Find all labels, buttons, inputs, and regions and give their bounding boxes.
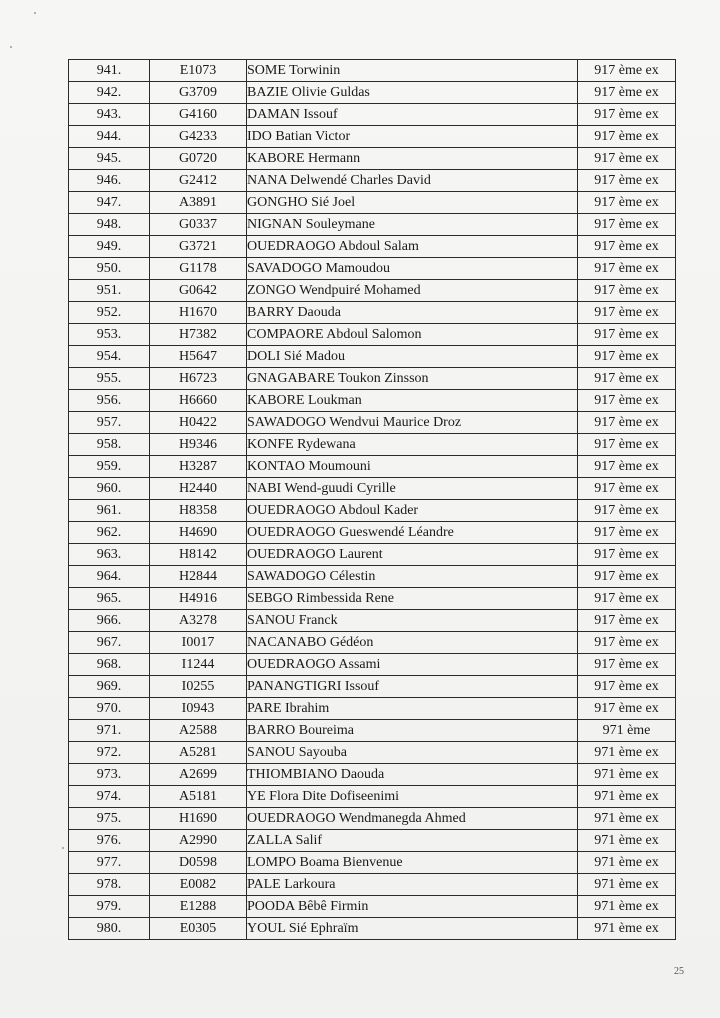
row-number-cell: 943.	[69, 104, 150, 126]
candidate-code-cell: A3278	[150, 610, 247, 632]
rank-cell: 917 ème ex	[578, 346, 676, 368]
row-number-cell: 963.	[69, 544, 150, 566]
table-row	[69, 698, 676, 720]
candidate-code-cell: A2990	[150, 830, 247, 852]
table-row	[69, 346, 676, 368]
rank-cell: 917 ème ex	[578, 588, 676, 610]
candidate-name-cell: PALE Larkoura	[247, 874, 578, 896]
candidate-name-cell: SOME Torwinin	[247, 60, 578, 82]
candidate-code-cell: H8358	[150, 500, 247, 522]
rank-cell: 917 ème ex	[578, 170, 676, 192]
rank-cell: 917 ème ex	[578, 632, 676, 654]
table-row	[69, 852, 676, 874]
row-number-cell: 968.	[69, 654, 150, 676]
scan-speck	[10, 46, 12, 48]
table-row	[69, 82, 676, 104]
candidate-name-cell: OUEDRAOGO Abdoul Salam	[247, 236, 578, 258]
candidate-code-cell: H2844	[150, 566, 247, 588]
candidate-name-cell: NIGNAN Souleymane	[247, 214, 578, 236]
row-number-cell: 980.	[69, 918, 150, 940]
table-row	[69, 610, 676, 632]
candidate-code-cell: G4233	[150, 126, 247, 148]
candidate-name-cell: NANA Delwendé Charles David	[247, 170, 578, 192]
table-row	[69, 918, 676, 940]
row-number-cell: 946.	[69, 170, 150, 192]
row-number-cell: 967.	[69, 632, 150, 654]
row-number-cell: 962.	[69, 522, 150, 544]
rank-cell: 971 ème ex	[578, 764, 676, 786]
row-number-cell: 944.	[69, 126, 150, 148]
candidate-code-cell: A2699	[150, 764, 247, 786]
row-number-cell: 966.	[69, 610, 150, 632]
row-number-cell: 956.	[69, 390, 150, 412]
rank-cell: 917 ème ex	[578, 324, 676, 346]
candidate-code-cell: I0255	[150, 676, 247, 698]
scan-speck	[62, 847, 64, 849]
candidate-name-cell: ZONGO Wendpuiré Mohamed	[247, 280, 578, 302]
rank-cell: 917 ème ex	[578, 478, 676, 500]
candidate-name-cell: OUEDRAOGO Abdoul Kader	[247, 500, 578, 522]
candidate-code-cell: I1244	[150, 654, 247, 676]
candidate-name-cell: SEBGO Rimbessida Rene	[247, 588, 578, 610]
row-number-cell: 978.	[69, 874, 150, 896]
row-number-cell: 973.	[69, 764, 150, 786]
scan-speck	[34, 12, 36, 14]
row-number-cell: 977.	[69, 852, 150, 874]
rank-cell: 917 ème ex	[578, 610, 676, 632]
row-number-cell: 952.	[69, 302, 150, 324]
candidate-name-cell: NABI Wend-guudi Cyrille	[247, 478, 578, 500]
row-number-cell: 965.	[69, 588, 150, 610]
rank-cell: 917 ème ex	[578, 412, 676, 434]
table-row	[69, 632, 676, 654]
table-row	[69, 192, 676, 214]
candidate-code-cell: G3721	[150, 236, 247, 258]
candidate-name-cell: OUEDRAOGO Laurent	[247, 544, 578, 566]
rank-cell: 971 ème ex	[578, 852, 676, 874]
rank-cell: 917 ème ex	[578, 698, 676, 720]
table-row	[69, 258, 676, 280]
candidate-code-cell: H4916	[150, 588, 247, 610]
rank-cell: 917 ème ex	[578, 390, 676, 412]
row-number-cell: 970.	[69, 698, 150, 720]
table-row	[69, 676, 676, 698]
rank-cell: 971 ème	[578, 720, 676, 742]
rank-cell: 971 ème ex	[578, 896, 676, 918]
candidate-name-cell: COMPAORE Abdoul Salomon	[247, 324, 578, 346]
table-row	[69, 368, 676, 390]
rank-cell: 917 ème ex	[578, 236, 676, 258]
candidate-code-cell: H6723	[150, 368, 247, 390]
candidate-code-cell: G1178	[150, 258, 247, 280]
table-row	[69, 126, 676, 148]
candidate-code-cell: E0305	[150, 918, 247, 940]
candidate-name-cell: KABORE Hermann	[247, 148, 578, 170]
candidate-name-cell: SANOU Franck	[247, 610, 578, 632]
table-row	[69, 324, 676, 346]
rank-cell: 917 ème ex	[578, 82, 676, 104]
table-row	[69, 830, 676, 852]
candidate-name-cell: YE Flora Dite Dofiseenimi	[247, 786, 578, 808]
candidate-name-cell: IDO Batian Victor	[247, 126, 578, 148]
row-number-cell: 961.	[69, 500, 150, 522]
row-number-cell: 972.	[69, 742, 150, 764]
candidate-code-cell: H1670	[150, 302, 247, 324]
candidate-code-cell: H4690	[150, 522, 247, 544]
results-table	[68, 59, 676, 940]
candidate-name-cell: POODA Bêbê Firmin	[247, 896, 578, 918]
table-row	[69, 896, 676, 918]
rank-cell: 917 ème ex	[578, 148, 676, 170]
candidate-code-cell: H9346	[150, 434, 247, 456]
rank-cell: 917 ème ex	[578, 302, 676, 324]
candidate-name-cell: DAMAN Issouf	[247, 104, 578, 126]
candidate-code-cell: H8142	[150, 544, 247, 566]
rank-cell: 917 ème ex	[578, 214, 676, 236]
row-number-cell: 959.	[69, 456, 150, 478]
table-row	[69, 104, 676, 126]
candidate-name-cell: KONTAO Moumouni	[247, 456, 578, 478]
table-row	[69, 764, 676, 786]
row-number-cell: 974.	[69, 786, 150, 808]
table-row	[69, 236, 676, 258]
candidate-code-cell: H6660	[150, 390, 247, 412]
candidate-name-cell: NACANABO Gédéon	[247, 632, 578, 654]
table-row	[69, 544, 676, 566]
candidate-name-cell: GONGHO Sié Joel	[247, 192, 578, 214]
candidate-name-cell: OUEDRAOGO Assami	[247, 654, 578, 676]
row-number-cell: 941.	[69, 60, 150, 82]
candidate-code-cell: I0017	[150, 632, 247, 654]
row-number-cell: 958.	[69, 434, 150, 456]
candidate-name-cell: SANOU Sayouba	[247, 742, 578, 764]
rank-cell: 917 ème ex	[578, 192, 676, 214]
table-row	[69, 742, 676, 764]
candidate-code-cell: G4160	[150, 104, 247, 126]
candidate-name-cell: OUEDRAOGO Wendmanegda Ahmed	[247, 808, 578, 830]
row-number-cell: 954.	[69, 346, 150, 368]
candidate-code-cell: H0422	[150, 412, 247, 434]
candidate-name-cell: LOMPO Boama Bienvenue	[247, 852, 578, 874]
candidate-code-cell: A3891	[150, 192, 247, 214]
table-row	[69, 588, 676, 610]
table-row	[69, 522, 676, 544]
candidate-code-cell: G2412	[150, 170, 247, 192]
candidate-code-cell: G0337	[150, 214, 247, 236]
candidate-code-cell: H7382	[150, 324, 247, 346]
rank-cell: 971 ème ex	[578, 742, 676, 764]
table-row	[69, 478, 676, 500]
candidate-code-cell: I0943	[150, 698, 247, 720]
table-row	[69, 786, 676, 808]
row-number-cell: 964.	[69, 566, 150, 588]
table-row	[69, 654, 676, 676]
candidate-name-cell: YOUL Sié Ephraïm	[247, 918, 578, 940]
row-number-cell: 971.	[69, 720, 150, 742]
candidate-code-cell: G0642	[150, 280, 247, 302]
rank-cell: 917 ème ex	[578, 258, 676, 280]
candidate-name-cell: KONFE Rydewana	[247, 434, 578, 456]
row-number-cell: 975.	[69, 808, 150, 830]
table-row	[69, 60, 676, 82]
rank-cell: 971 ème ex	[578, 786, 676, 808]
rank-cell: 917 ème ex	[578, 456, 676, 478]
table-row	[69, 500, 676, 522]
table-row	[69, 434, 676, 456]
table-row	[69, 214, 676, 236]
row-number-cell: 945.	[69, 148, 150, 170]
candidate-name-cell: SAWADOGO Célestin	[247, 566, 578, 588]
row-number-cell: 948.	[69, 214, 150, 236]
rank-cell: 917 ème ex	[578, 104, 676, 126]
row-number-cell: 979.	[69, 896, 150, 918]
rank-cell: 917 ème ex	[578, 676, 676, 698]
candidate-code-cell: D0598	[150, 852, 247, 874]
candidate-name-cell: SAWADOGO Wendvui Maurice Droz	[247, 412, 578, 434]
table-row	[69, 170, 676, 192]
candidate-code-cell: G3709	[150, 82, 247, 104]
candidate-code-cell: A5181	[150, 786, 247, 808]
table-row	[69, 874, 676, 896]
rank-cell: 917 ème ex	[578, 500, 676, 522]
table-row	[69, 302, 676, 324]
candidate-name-cell: PARE Ibrahim	[247, 698, 578, 720]
table-row	[69, 566, 676, 588]
rank-cell: 917 ème ex	[578, 60, 676, 82]
rank-cell: 971 ème ex	[578, 874, 676, 896]
candidate-name-cell: BARRO Boureima	[247, 720, 578, 742]
row-number-cell: 951.	[69, 280, 150, 302]
table-row	[69, 808, 676, 830]
candidate-code-cell: A2588	[150, 720, 247, 742]
candidate-name-cell: BARRY Daouda	[247, 302, 578, 324]
candidate-name-cell: ZALLA Salif	[247, 830, 578, 852]
row-number-cell: 976.	[69, 830, 150, 852]
row-number-cell: 957.	[69, 412, 150, 434]
row-number-cell: 960.	[69, 478, 150, 500]
candidate-code-cell: E1073	[150, 60, 247, 82]
rank-cell: 917 ème ex	[578, 654, 676, 676]
candidate-code-cell: E0082	[150, 874, 247, 896]
row-number-cell: 950.	[69, 258, 150, 280]
table-row	[69, 412, 676, 434]
row-number-cell: 942.	[69, 82, 150, 104]
table-row	[69, 720, 676, 742]
table-row	[69, 390, 676, 412]
table-row	[69, 456, 676, 478]
candidate-name-cell: KABORE Loukman	[247, 390, 578, 412]
candidate-code-cell: H5647	[150, 346, 247, 368]
candidate-code-cell: G0720	[150, 148, 247, 170]
rank-cell: 917 ème ex	[578, 434, 676, 456]
candidate-name-cell: GNAGABARE Toukon Zinsson	[247, 368, 578, 390]
table-row	[69, 280, 676, 302]
rank-cell: 917 ème ex	[578, 522, 676, 544]
rank-cell: 917 ème ex	[578, 544, 676, 566]
results-table-body	[69, 60, 676, 940]
rank-cell: 971 ème ex	[578, 808, 676, 830]
page-number: 25	[674, 966, 684, 977]
table-row	[69, 148, 676, 170]
rank-cell: 971 ème ex	[578, 830, 676, 852]
row-number-cell: 947.	[69, 192, 150, 214]
candidate-code-cell: A5281	[150, 742, 247, 764]
row-number-cell: 955.	[69, 368, 150, 390]
candidate-name-cell: THIOMBIANO Daouda	[247, 764, 578, 786]
candidate-code-cell: H2440	[150, 478, 247, 500]
row-number-cell: 969.	[69, 676, 150, 698]
row-number-cell: 949.	[69, 236, 150, 258]
rank-cell: 917 ème ex	[578, 566, 676, 588]
rank-cell: 917 ème ex	[578, 126, 676, 148]
candidate-code-cell: H1690	[150, 808, 247, 830]
rank-cell: 917 ème ex	[578, 280, 676, 302]
candidate-name-cell: SAVADOGO Mamoudou	[247, 258, 578, 280]
candidate-name-cell: DOLI Sié Madou	[247, 346, 578, 368]
candidate-name-cell: PANANGTIGRI Issouf	[247, 676, 578, 698]
rank-cell: 917 ème ex	[578, 368, 676, 390]
candidate-code-cell: H3287	[150, 456, 247, 478]
candidate-code-cell: E1288	[150, 896, 247, 918]
candidate-name-cell: BAZIE Olivie Guldas	[247, 82, 578, 104]
candidate-name-cell: OUEDRAOGO Gueswendé Léandre	[247, 522, 578, 544]
row-number-cell: 953.	[69, 324, 150, 346]
rank-cell: 971 ème ex	[578, 918, 676, 940]
